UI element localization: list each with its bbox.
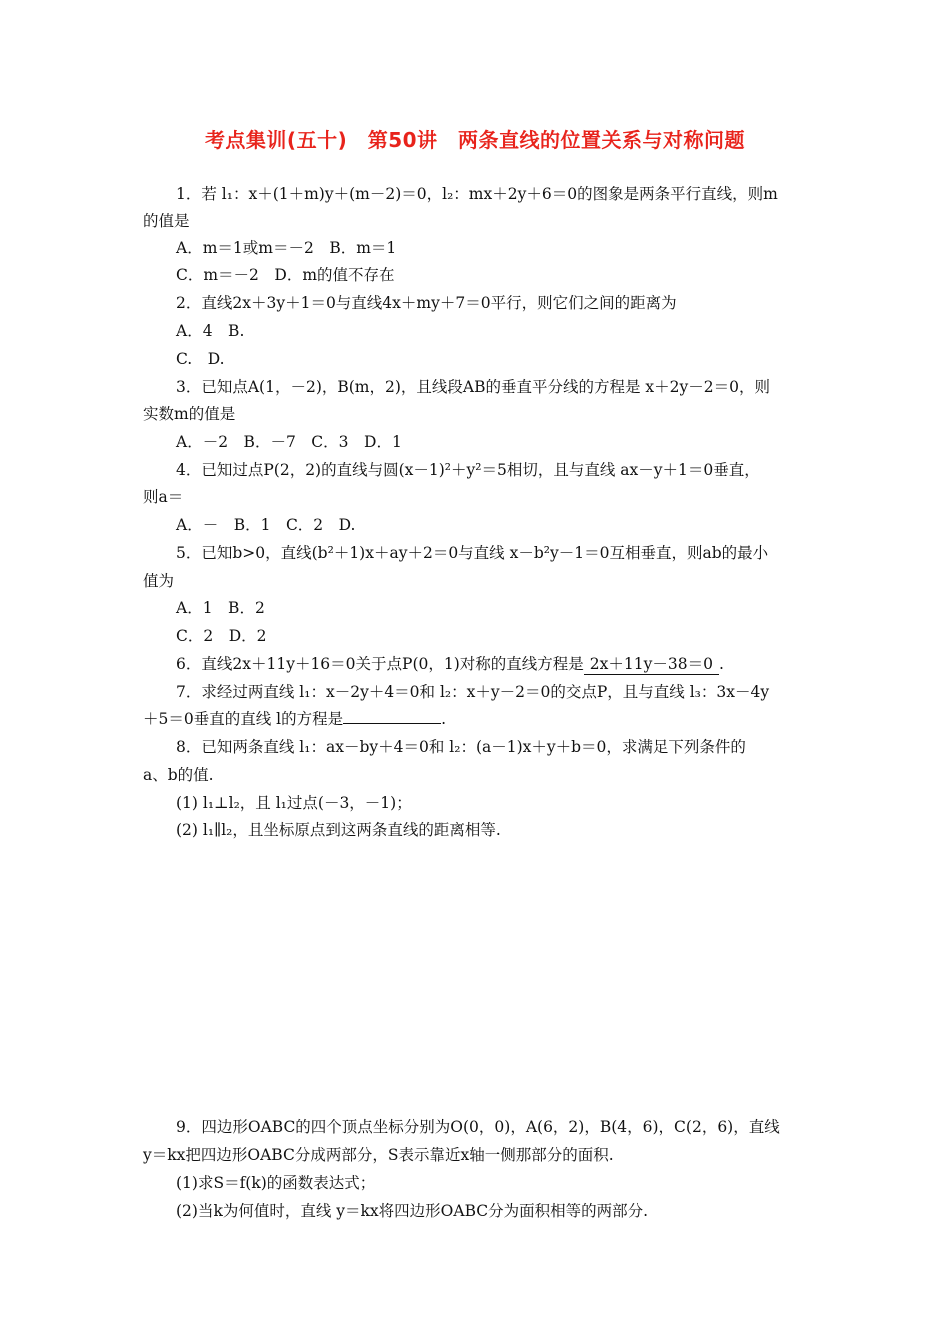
- answer-blank: [343, 709, 441, 724]
- text-line: 9．四边形OABC的四个顶点坐标分别为O(0，0)，A(6，2)，B(4，6)，C(2，6)，直线: [176, 1118, 780, 1136]
- text-line: 1．若 l₁：x＋(1＋m)y＋(m－2)＝0，l₂：mx＋2y＋6＝0的图象是两条平行直线，则m: [176, 185, 778, 203]
- text-line: A．m＝1或m＝－2 B．m＝1: [176, 239, 397, 257]
- text-line: ＋5＝0垂直的直线 l的方程是 .: [143, 710, 447, 728]
- question-6-text: 6．直线2x＋11y＋16＝0关于点P(0，1)对称的直线方程是: [176, 655, 584, 673]
- text-line: C．2 D．2: [176, 627, 267, 645]
- text-line: A．1 B．2: [176, 599, 265, 617]
- question-6-suffix: .: [718, 655, 724, 673]
- text-line: 8．已知两条直线 l₁：ax－by＋4＝0和 l₂：(a－1)x＋y＋b＝0，求满足下列条件的: [176, 738, 746, 756]
- text-line: a、b的值.: [143, 766, 214, 784]
- text-line: A．4 B.: [176, 322, 245, 340]
- text-line: C. D.: [176, 350, 225, 368]
- text-line: C．m＝－2 D．m的值不存在: [176, 266, 395, 284]
- text-line: 值为: [143, 572, 175, 590]
- text-line: (1)求S＝f(k)的函数表达式；: [176, 1174, 376, 1192]
- page-title: 考点集训(五十) 第50讲 两条直线的位置关系与对称问题: [204, 128, 746, 152]
- text-line: 3．已知点A(1，－2)，B(m，2)，且线段AB的垂直平分线的方程是 x＋2y－2＝0，则: [176, 378, 771, 396]
- text-line: 的值是: [143, 212, 190, 230]
- text-line: 4．已知过点P(2，2)的直线与圆(x－1)²＋y²＝5相切，且与直线 ax－y＋1＝0垂直，: [176, 461, 760, 479]
- text-line: A．－ B．1 C．2 D.: [176, 516, 356, 534]
- text-line: (2)当k为何值时，直线 y＝kx将四边形OABC分为面积相等的两部分.: [176, 1202, 649, 1220]
- text-line: 则a＝: [143, 488, 184, 506]
- text-line: (2) l₁∥l₂，且坐标原点到这两条直线的距离相等.: [176, 821, 501, 839]
- question-6-answer: 2x＋11y－38＝0: [584, 654, 719, 675]
- text-line: 5．已知b>0，直线(b²＋1)x＋ay＋2＝0与直线 x－b²y－1＝0互相垂直，则ab的最小: [176, 544, 769, 562]
- question-6: [176, 654, 724, 675]
- text-line: (1) l₁⊥l₂，且 l₁过点(－3，－1)；: [176, 794, 412, 812]
- text-line: y＝kx把四边形OABC分成两部分，S表示靠近x轴一侧那部分的面积.: [143, 1146, 614, 1164]
- text-line: A．－2 B．－7 C．3 D．1: [176, 433, 402, 451]
- text-line: 实数m的值是: [143, 405, 236, 423]
- text-line: 7．求经过两直线 l₁：x－2y＋4＝0和 l₂：x＋y－2＝0的交点P，且与直线 l₃：3x－4y: [176, 683, 770, 701]
- text-line: 2．直线2x＋3y＋1＝0与直线4x＋my＋7＝0平行，则它们之间的距离为: [176, 294, 677, 312]
